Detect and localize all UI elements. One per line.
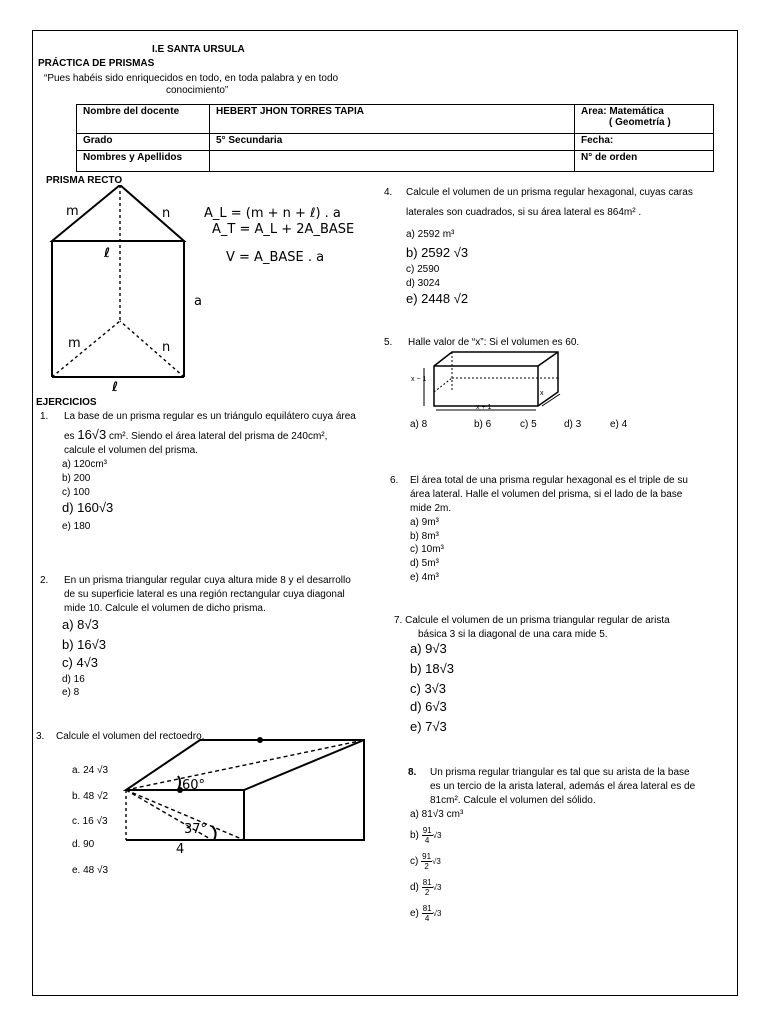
q2-option-a[interactable]: a) 8√3 [62, 617, 99, 632]
area-sub: ( Geometría ) [609, 117, 671, 128]
q6-line2: área lateral. Halle el volumen del prisma, si el lado de la base [410, 489, 683, 500]
q6-option-d[interactable]: d) 5m³ [410, 558, 439, 569]
q3-option-e[interactable]: e. 48 √3 [72, 865, 109, 876]
q8-option-e-label: e) [410, 908, 419, 920]
q6-option-e[interactable]: e) 4m³ [410, 572, 439, 583]
q7-line1: 7. Calcule el volumen de un prisma triangular regular de arista [394, 615, 670, 626]
q8-line3: 81cm². Calcule el volumen del sólido. [430, 795, 596, 806]
q3-side-4: 4 [176, 842, 185, 857]
q8-option-a[interactable]: a) 81√3 cm³ [410, 809, 464, 820]
q5-number: 5. [384, 337, 393, 348]
q5-option-e[interactable]: e) 4 [610, 419, 628, 430]
names-value [210, 151, 575, 172]
q7-option-e[interactable]: e) 7√3 [410, 719, 447, 734]
q7-line2: básica 3 si la diagonal de una cara mide 5. [418, 629, 608, 640]
q3-option-b[interactable]: b. 48 √2 [72, 791, 109, 802]
q8-option-d-root: √3 [432, 883, 442, 893]
q8-line2: es un tercio de la arista lateral, además el área lateral es de [430, 781, 696, 792]
q7-option-c[interactable]: c) 3√3 [410, 681, 447, 696]
q2-option-c[interactable]: c) 4√3 [62, 655, 99, 670]
q5-option-b[interactable]: b) 6 [474, 419, 492, 430]
q4-line1: Calcule el volumen de un prisma regular hexagonal, cuyas caras [406, 187, 693, 198]
practice-title: PRÁCTICA DE PRISMAS [38, 58, 155, 69]
q6-line3: mide 2m. [410, 503, 452, 514]
q1-option-d[interactable]: d) 160√3 [62, 500, 114, 515]
q7-option-a[interactable]: a) 9√3 [410, 641, 447, 656]
q4-line2: laterales son cuadrados, si su área lateral es 864m² . [406, 207, 642, 218]
order-label: N° de orden [575, 151, 714, 172]
q8-option-d-label: d) [410, 882, 419, 894]
q2-number: 2. [40, 575, 49, 586]
q8-option-c-fraction: $\frac{91}{2}$ [422, 852, 432, 871]
formula-volume: V = A_BASE . a [226, 250, 325, 265]
formula-lateral-area: A_L = (m + n + ℓ) . a [204, 206, 341, 221]
teacher-label: Nombre del docente [77, 105, 210, 134]
q2-line2: de su superficie lateral es una región rectangular cuya diagonal [64, 589, 345, 600]
q3-angle-60: 60° [182, 778, 206, 793]
grade-label: Grado [77, 134, 210, 151]
names-label: Nombres y Apellidos [77, 151, 210, 172]
theory-title: PRISMA RECTO [46, 175, 123, 186]
q5-label-x: x [540, 390, 544, 397]
prism-label-a: a [194, 294, 202, 309]
q1-line1: La base de un prisma regular es un triángulo equilátero cuya área [64, 411, 356, 422]
q6-option-a[interactable]: a) 9m³ [410, 517, 439, 528]
prism-label-n-bottom: n [162, 340, 171, 355]
q8-option-b-label: b) [410, 830, 419, 842]
q8-option-d[interactable] [410, 878, 441, 897]
q1-option-b[interactable]: b) 200 [62, 473, 91, 484]
info-table [76, 104, 714, 172]
q2-line1: En un prisma triangular regular cuya altura mide 8 y el desarrollo [64, 575, 351, 586]
q1-option-e[interactable]: e) 180 [62, 521, 91, 532]
q6-number: 6. [390, 475, 399, 486]
date-label: Fecha: [575, 134, 714, 151]
q6-line1: El área total de una prisma regular hexagonal es el triple de su [410, 475, 688, 486]
q8-option-c-root: √3 [432, 857, 441, 867]
prism-label-l-bottom: ℓ [112, 380, 119, 395]
q7-option-b[interactable]: b) 18√3 [410, 661, 454, 676]
q3-text: Calcule el volumen del rectoedro. [56, 731, 205, 742]
grade-value: 5° Secundaria [210, 134, 575, 151]
q1-line3: calcule el volumen del prisma. [64, 445, 198, 456]
q5-option-c[interactable]: c) 5 [520, 419, 537, 430]
q8-option-b[interactable] [410, 826, 441, 845]
area-label: Area: Matemática [581, 106, 664, 117]
q3-number: 3. [36, 731, 45, 742]
q4-option-e[interactable]: e) 2448 √2 [406, 291, 469, 306]
teacher-value: HEBERT JHON TORRES TAPIA [210, 105, 575, 134]
school-name: I.E SANTA URSULA [152, 44, 245, 55]
q8-option-e[interactable] [410, 904, 441, 923]
q2-line3: mide 10. Calcule el volumen de dicho prisma. [64, 603, 266, 614]
q1-line2-post: cm². Siendo el área lateral del prisma de 240cm², [108, 431, 328, 442]
q1-area-value: 16√3 [77, 427, 107, 442]
q2-option-e[interactable]: e) 8 [62, 687, 80, 698]
q8-line1: Un prisma regular triangular es tal que su arista de la base [430, 767, 690, 778]
q4-option-c[interactable]: c) 2590 [406, 264, 440, 275]
q8-option-e-fraction: $\frac{81}{4}$ [422, 904, 432, 923]
q1-line2-pre: es [64, 431, 75, 442]
prism-label-n-top: n [162, 206, 171, 221]
area-cell [575, 105, 714, 134]
q5-option-a[interactable]: a) 8 [410, 419, 428, 430]
prism-label-m-bottom: m [68, 336, 81, 351]
q3-option-d[interactable]: d. 90 [72, 839, 95, 850]
q8-option-c[interactable] [410, 852, 441, 871]
q1-line2 [64, 428, 327, 443]
prism-label-l-top: ℓ [104, 246, 111, 261]
quote-line1: “Pues habéis sido enriquecidos en todo, en toda palabra y en todo [44, 73, 339, 84]
prism-label-m-top: m [66, 204, 79, 219]
q8-option-b-fraction: $\frac{91}{4}$ [422, 826, 432, 845]
q2-option-d[interactable]: d) 16 [62, 674, 85, 685]
q4-number: 4. [384, 187, 393, 198]
q6-option-b[interactable]: b) 8m³ [410, 531, 439, 542]
cuboid-diagram [120, 734, 370, 854]
q3-option-a[interactable]: a. 24 √3 [72, 765, 109, 776]
q6-option-c[interactable]: c) 10m³ [410, 544, 444, 555]
q8-option-d-fraction: $\frac{81}{2}$ [422, 878, 432, 897]
q1-number: 1. [40, 411, 49, 422]
q4-option-a[interactable]: a) 2592 m³ [406, 229, 455, 240]
quote-line2: conocimiento” [166, 85, 229, 96]
q4-option-b[interactable]: b) 2592 √3 [406, 245, 469, 260]
q1-option-c[interactable]: c) 100 [62, 487, 90, 498]
q3-angle-37: 37° [184, 822, 208, 837]
q1-option-a[interactable]: a) 120cm³ [62, 459, 108, 470]
q5-option-d[interactable]: d) 3 [564, 419, 582, 430]
q8-option-e-root: √3 [432, 909, 442, 919]
q5-label-x-minus-1: x − 1 [411, 376, 427, 383]
q5-text: Halle valor de “x”: Si el volumen es 60. [408, 337, 580, 348]
q4-option-d[interactable]: d) 3024 [406, 278, 440, 289]
q3-option-c[interactable]: c. 16 √3 [72, 816, 108, 827]
q8-option-b-root: √3 [432, 831, 442, 841]
q7-option-d[interactable]: d) 6√3 [410, 699, 447, 714]
q5-label-x-plus-1: x + 1 [476, 404, 492, 411]
formula-total-area: A_T = A_L + 2A_BASE [212, 222, 355, 237]
q2-option-b[interactable]: b) 16√3 [62, 637, 106, 652]
q8-number: 8. [408, 767, 417, 778]
q8-option-c-label: c) [410, 856, 419, 868]
exercises-title: EJERCICIOS [36, 397, 97, 408]
